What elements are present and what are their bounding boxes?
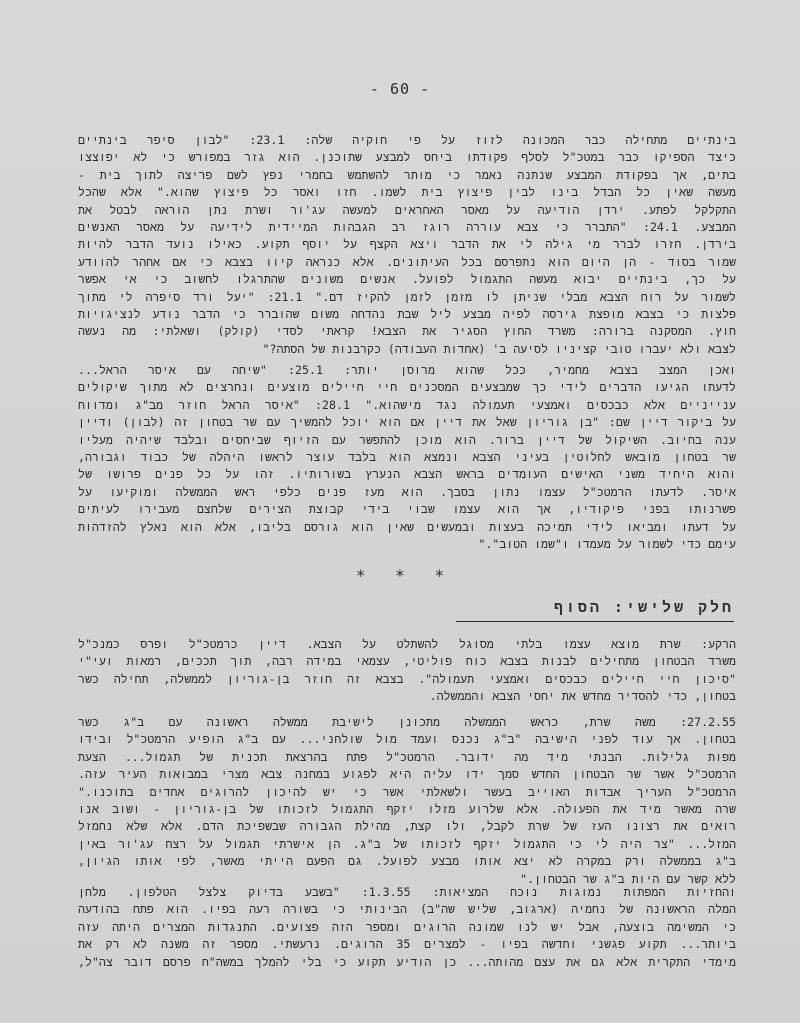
text-line: התקלקל לפתע. ירדן הודיעה על מאסר האחראים למעשה עג'ור ושרת נתן הוראה לבטל את <box>78 202 736 217</box>
text-line: שמור בסוד - הן היום הוא נתפרסם בכל העיתונים. אלא כנראה קיוו בצבא כי אם אחהר להוודע <box>78 254 736 269</box>
text-line: ביותר... תקוע פגשני וחדשה בפיו - למצרים 35 הרוגים. נרעשתי. מספר זה משנה לא רק את <box>78 937 736 952</box>
text-line: פשרנותו בפני פיקודיו, אך הוא עצמו שבוי בידי קבוצת הצירים שלחצם מעבירו לעיתים <box>78 502 736 517</box>
paragraph-1 <box>78 132 736 358</box>
text-line: על כך, בינתיים יבוא מעשה התגמול לפועל. אנשים משונים שהתרגלו לחשוב כי אי אפשר <box>78 272 736 287</box>
text-line: כי המשימה בוצעה, אבל יש לנו שמונה הרוגים ומספר הזה פצועים. התנגדות המצרים היתה עזה <box>78 919 736 934</box>
text-line: ענה בחיוב. השיקול של דיין ברור. הוא מוכן להתפשר עם הזיוף שביחסים ובלבד שיהיה מעליו <box>78 432 736 447</box>
text-line: מפות גלילות. הבנתי מיד מה ידובר. הרמטכ"ל פתח בהרצאת תכנית של תגמול... הצעת <box>78 749 736 764</box>
page-number: - 60 - <box>369 80 431 98</box>
text-line: המזל... "צר היה לי כי התגמול יזקף לזכותו של ב"ג. הן אישרתי תגמול על רצח עג'ור באין <box>78 836 736 851</box>
text-line: על דעתו ומביאו לידי תמיכה בעצות ובמעשים שאין הוא גורסם בליבו, אלא הוא נאלץ להזדהות <box>78 519 736 534</box>
heading-underline <box>456 621 734 622</box>
text-line: בטחון, כדי להסדיר מחדש את יחסי הצבא והממשלה. <box>429 689 736 704</box>
text-line: פלצות כי בצבא מופצת גירסה לפיה מבצע ליל שבת נהדחה משום שהוברר כי הדבר נודע לנציגויות <box>78 306 736 321</box>
text-line: בתים, אך בפקודת המבצע שנתנה נאמר כי מותר להשתמש בחמרי נפץ לשם פריצה לתוך בית - <box>78 167 736 182</box>
paragraph-4 <box>78 714 736 888</box>
section-separator: * * * <box>355 566 455 585</box>
text-line: איסר. לדעתו הרמטכ"ל עצמו נתון בסבך. הוא מעז פנים כלפי ראש הממשלה ומוקיעו על <box>78 484 736 499</box>
text-line: על ביקור דיין שם: "בן גוריון שאל את דיין אם הוא יוכל להמשיך עם שר בטחון זה (לבון) ודיין <box>78 415 736 430</box>
text-line: לדעתו הגיעו הדברים לידי כך שמבצעים המסכנים חיי חיילים מוצעים ונחרצים לא מתוך שיקולים <box>78 380 736 395</box>
paragraph-3 <box>78 636 736 706</box>
text-line: ענייניים אלא כבכסים ואמצעי תעמולה נגד מישהוא." 28.1: "איסר הראל חוזר מב"ג ומדווח <box>78 397 736 412</box>
text-line: חוץ. המסקנה ברורה: משרד החוץ הסגיר את הצבא! קראתי לסדי (קולק) ושאלתי: מה נעשה <box>78 324 736 339</box>
paragraph-5 <box>78 884 736 971</box>
text-line: 27.2.55: משה שרת, כראש הממשלה מתכונן לישיבת ממשלה ראשונה עם ב"ג כשר <box>78 715 736 729</box>
text-line: הרמטכ"ל העריך אבדות האוייב בעשר ולשאלתי אשר כי יש להיכון להרוגים אחדים בתוכנו." <box>78 784 736 799</box>
text-line: מימדי התקרית אלא גם את עצם מהותה... כן הודיע תקוע כי בלי להמלך במשה"ח פרסם דובר צה"ל, <box>78 954 736 969</box>
text-line: כיצד הספיקו כבר במטכ"ל לסלף פקודתו ביחס למבצע שתוכנן. הוא גזר במפורש כי לא יפוצצו <box>78 150 736 165</box>
text-line: הרמטכ"ל אשר שר הבטחון החדש סמך ידו עליה היא לפגוע במחנה צבא מצרי במבואות העיר עזה. <box>78 767 736 782</box>
section-heading: חלק שלישי: הסוף <box>553 598 734 616</box>
text-line: משרד הבטחון מתחילים לבנות בצבא כוח פוליטי, עצמאי במידה רבה, תוך תככים, רמאות ועי"י <box>78 654 736 669</box>
text-line: שר בטחון מובאש לחלוטין בעיני הצבא ונמצא הוא בלבד עוצר לראשו היהלה של כבוד וגבורה, <box>78 449 736 464</box>
text-line: ואכן המצב בצבא מחמיר, ככל שהוא מרוסן יותר: 25.1: "שיחה עם איסר הראל... <box>78 363 736 377</box>
text-line: בינתיים מתחילה כבר המכונה לזוז על פי חוקיה שלה: 23.1: "לבון סיפר בינתיים <box>78 133 736 147</box>
text-line: המבצע. 24.1: "התברר כי צבא עוררה רוגז רב הגבהות המיידית לידיעה על מאסר האנשים <box>78 219 736 234</box>
text-line: עימם כדי לשמור על מעמדו ו"שמו הטוב"." <box>478 536 736 551</box>
text-line: המלה הראשונה של נחמיה (ארגוב, שליש שה"ב) הבינותי כי בשורה רעה בפיו. הוא פתח בהודעה <box>78 902 736 917</box>
text-line: ב"ג בממשלה ורק במקרה לא יצא אותו מבצע לפועל. גם הפעם הייתי מאשר, לפי אותו הגיון, <box>78 854 736 869</box>
text-line: בטחון. אך עוד לפני הישיבה "ב"ג נכנס ועמד מול שולחני... עם ב"ג הופיע הרמטכ"ל ובידו <box>78 732 736 747</box>
text-line: הרקע: שרת מוצא עצמו בלתי מסוגל להשתלט על הצבא. דיין כרמטכ"ל ופרס כמנכ"ל <box>78 637 736 651</box>
text-line: לצבא ולא יעברו טובי קציניו לסיעה ב' (אחדות העבודה) כקרבנות של הסתה?" <box>262 341 736 356</box>
text-line: והחזיות המפתות נמוגות נוכח המציאות: 1.3.55: "בשבע בדיוק צלצל הטלפון. מלחן <box>78 885 736 899</box>
text-line: שרה מאשר מיד את הפעולה. אלא שלרוע מזלו יזקף התגמול לזכותו של בן-גוריון - ושוב אנו <box>78 801 736 816</box>
paragraph-2 <box>78 362 736 553</box>
text-line: והוא היחיד משני האישים העומדים בראש הצבא הנערץ בשורותיו. זהו על כל פנים פרושו של <box>78 467 736 482</box>
text-line: בירדן. חזרו לברר מי גילה לי את הדבר ויצא הקצף על יוסף תקוע. כאילו נועד הדבר להיות <box>78 237 736 252</box>
text-line: לשמור על רוח הצבא מבלי שניתן לו מזמן לזמן להקיז דם." 21.1: "יעל ורד סיפרה לי מתוך <box>78 289 736 304</box>
text-line: ללא קשר עם היות ב"ג שר הבטחון." <box>520 871 736 886</box>
text-line: "סיכון חיי חיילים כבכסים ואמצעי תעמולה". בצבא זה חוזר בן-גוריון לממשלה, תחילה כשר <box>78 671 736 686</box>
text-line: רואים את רצונו העז של שרת לקבל, ולו קצת, מהילת הגבורה שבשפיכת הדם. אלא שלא נחמזל <box>78 819 736 834</box>
text-line: מעשה שאין כל הבדל בינו לבין פיצוץ בית לשמו. חזו ואסר כל פיצוץ שהוא." אלא שהכל <box>78 185 736 200</box>
